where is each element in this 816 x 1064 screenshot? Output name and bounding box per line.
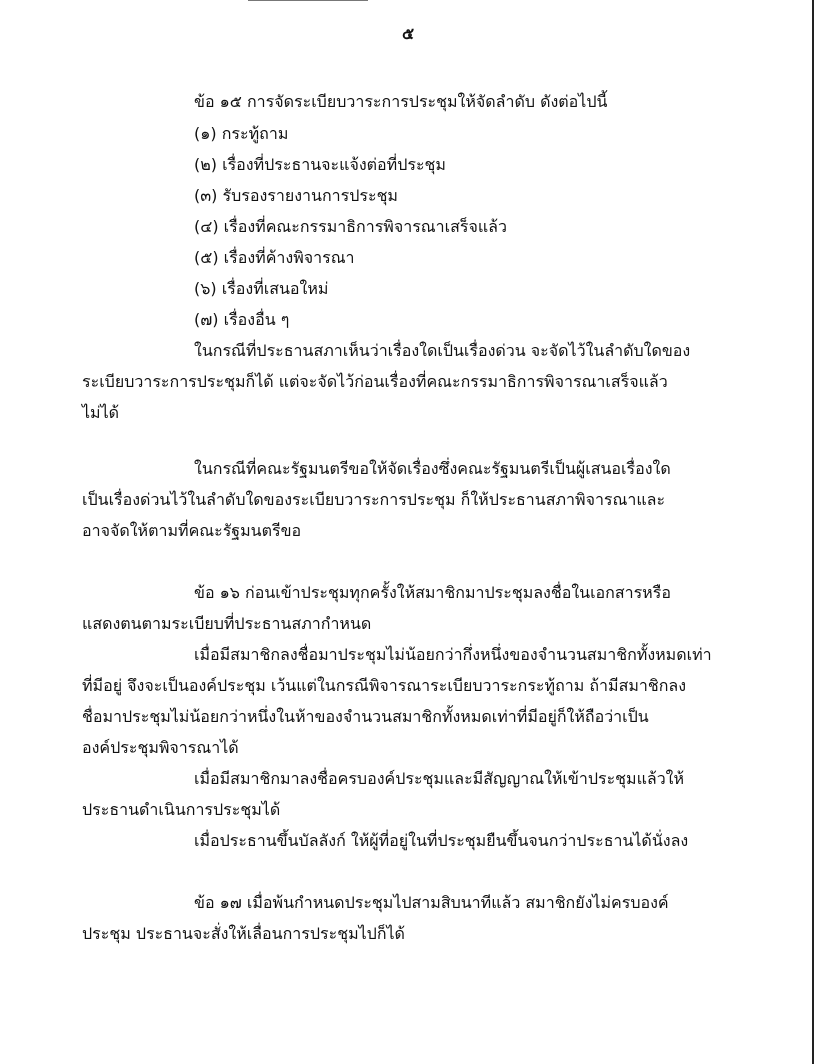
section-15-item: (๗) เรื่องอื่น ๆ <box>194 310 290 329</box>
section-15-paragraph-line: อาจจัดให้ตามที่คณะรัฐมนตรีขอ <box>82 521 302 540</box>
section-16-paragraph-line: เมื่อมีสมาชิกมาลงชื่อครบองค์ประชุมและมีสัญญาณให้เข้าประชุมแล้วให้ <box>194 769 685 788</box>
section-15-item: (๓) รับรองรายงานการประชุม <box>194 186 398 205</box>
section-15-item: (๖) เรื่องที่เสนอใหม่ <box>194 279 329 298</box>
section-15-paragraph-line: ในกรณีที่ประธานสภาเห็นว่าเรื่องใดเป็นเรื่องด่วน จะจัดไว้ในลำดับใดของ <box>194 341 691 360</box>
section-15-paragraph-line: ระเบียบวาระการประชุมก็ได้ แต่จะจัดไว้ก่อนเรื่องที่คณะกรรมาธิการพิจารณาเสร็จแล้ว <box>82 372 668 391</box>
section-15-paragraph-line: ไม่ได้ <box>82 403 120 422</box>
section-15-item: (๑) กระทู้ถาม <box>194 124 289 143</box>
section-16-paragraph-line: ที่มีอยู่ จึงจะเป็นองค์ประชุม เว้นแต่ในกรณีพิจารณาระเบียบวาระกระทู้ถาม ถ้ามีสมาชิกลง <box>82 676 687 695</box>
section-15-paragraph-line: เป็นเรื่องด่วนไว้ในลำดับใดของระเบียบวาระการประชุม ก็ให้ประธานสภาพิจารณาและ <box>82 490 666 509</box>
section-16-paragraph-line: ประธานดำเนินการประชุมได้ <box>82 800 281 819</box>
section-15-item: (๔) เรื่องที่คณะกรรมาธิการพิจารณาเสร็จแล้ว <box>194 217 507 236</box>
scan-edge <box>812 0 814 1064</box>
page-number: ๕ <box>401 24 415 43</box>
section-16-heading: ข้อ ๑๖ ก่อนเข้าประชุมทุกครั้งให้สมาชิกมาประชุมลงชื่อในเอกสารหรือ <box>194 583 671 602</box>
section-16-paragraph-line: องค์ประชุมพิจารณาได้ <box>82 738 239 757</box>
section-17-heading: ประชุม ประธานจะสั่งให้เลื่อนการประชุมไปก็ได้ <box>82 924 405 943</box>
section-15-item: (๒) เรื่องที่ประธานจะแจ้งต่อที่ประชุม <box>194 155 446 174</box>
section-16-paragraph-line: เมื่อมีสมาชิกลงชื่อมาประชุมไม่น้อยกว่ากึ่งหนึ่งของจำนวนสมาชิกทั้งหมดเท่า <box>194 645 712 664</box>
section-16-heading: แสดงตนตามระเบียบที่ประธานสภากำหนด <box>82 614 372 633</box>
section-16-paragraph-line: เมื่อประธานขึ้นบัลลังก์ ให้ผู้ที่อยู่ในที่ประชุมยืนขึ้นจนกว่าประธานได้นั่งลง <box>194 831 689 850</box>
scan-mark <box>248 0 368 1</box>
section-15-item: (๕) เรื่องที่ค้างพิจารณา <box>194 248 355 267</box>
section-17-heading: ข้อ ๑๗ เมื่อพ้นกำหนดประชุมไปสามสิบนาทีแล้ว สมาชิกยังไม่ครบองค์ <box>194 893 669 912</box>
section-15-heading: ข้อ ๑๕ การจัดระเบียบวาระการประชุมให้จัดลำดับ ดังต่อไปนี้ <box>194 92 608 111</box>
section-16-paragraph-line: ชื่อมาประชุมไม่น้อยกว่าหนึ่งในห้าของจำนวนสมาชิกทั้งหมดเท่าที่มีอยู่ก็ให้ถือว่าเป็น <box>82 707 649 726</box>
section-15-paragraph-line: ในกรณีที่คณะรัฐมนตรีขอให้จัดเรื่องซึ่งคณะรัฐมนตรีเป็นผู้เสนอเรื่องใด <box>194 459 671 478</box>
